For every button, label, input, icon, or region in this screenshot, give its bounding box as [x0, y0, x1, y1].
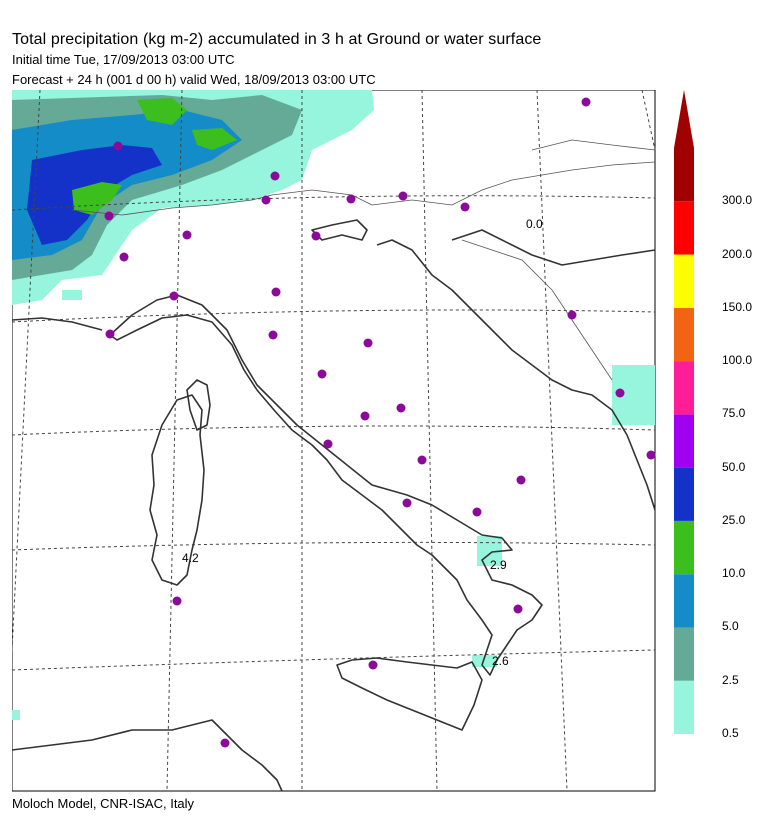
station-marker — [347, 195, 356, 204]
legend-swatch — [674, 308, 694, 361]
station-marker — [361, 412, 370, 421]
legend-label: 0.5 — [722, 726, 739, 740]
station-marker — [568, 311, 577, 320]
station-marker — [582, 98, 591, 107]
station-marker — [364, 339, 373, 348]
station-marker — [170, 292, 179, 301]
legend-arrow — [674, 90, 694, 148]
station-marker — [106, 330, 115, 339]
value-label: 2.6 — [492, 654, 509, 668]
value-label: 4.2 — [182, 551, 199, 565]
station-marker — [403, 499, 412, 508]
legend-label: 50.0 — [722, 459, 746, 474]
forecast-time: Forecast + 24 h (001 d 00 h) valid Wed, 18/09/2013 03:00 UTC — [12, 72, 376, 87]
map-title: Total precipitation (kg m-2) accumulated in 3 h at Ground or water surface — [12, 31, 542, 48]
station-marker — [418, 456, 427, 465]
station-marker — [183, 231, 192, 240]
station-marker — [269, 331, 278, 340]
legend-label: 200.0 — [722, 246, 753, 261]
legend-swatch — [674, 681, 694, 734]
legend-label: 75.0 — [722, 406, 746, 421]
station-marker — [173, 597, 182, 606]
legend-swatch — [674, 361, 694, 414]
station-marker — [397, 404, 406, 413]
station-marker — [473, 508, 482, 517]
legend-swatch — [674, 148, 694, 201]
legend-swatch — [674, 201, 694, 254]
station-marker — [461, 203, 470, 212]
station-marker — [114, 142, 123, 151]
station-marker — [616, 389, 625, 398]
station-marker — [399, 192, 408, 201]
legend-label: 25.0 — [722, 512, 746, 527]
legend-label: 2.5 — [722, 672, 739, 687]
legend-label: 150.0 — [722, 299, 753, 314]
station-marker — [221, 739, 230, 748]
legend-swatch — [674, 521, 694, 574]
value-label: 0.0 — [526, 217, 543, 231]
station-marker — [369, 661, 378, 670]
initial-time: Initial time Tue, 17/09/2013 03:00 UTC — [12, 52, 235, 67]
station-marker — [105, 212, 114, 221]
legend-label: 100.0 — [722, 353, 753, 368]
station-marker — [120, 253, 129, 262]
station-marker — [324, 440, 333, 449]
legend-swatch — [674, 574, 694, 627]
legend-swatch — [674, 414, 694, 467]
station-marker — [517, 476, 526, 485]
legend-swatch — [674, 468, 694, 521]
station-marker — [271, 172, 280, 181]
model-credit: Moloch Model, CNR-ISAC, Italy — [12, 796, 195, 811]
station-marker — [647, 451, 656, 460]
legend-label: 5.0 — [722, 619, 739, 634]
station-marker — [514, 605, 523, 614]
legend-label: 300.0 — [722, 193, 753, 208]
legend-swatch — [674, 627, 694, 680]
precipitation-map — [12, 90, 657, 793]
station-marker — [262, 196, 271, 205]
station-marker — [318, 370, 327, 379]
value-label: 2.9 — [490, 558, 507, 572]
station-marker — [272, 288, 281, 297]
legend-swatch — [674, 255, 694, 308]
station-marker — [312, 232, 321, 241]
legend-label: 10.0 — [722, 566, 746, 581]
